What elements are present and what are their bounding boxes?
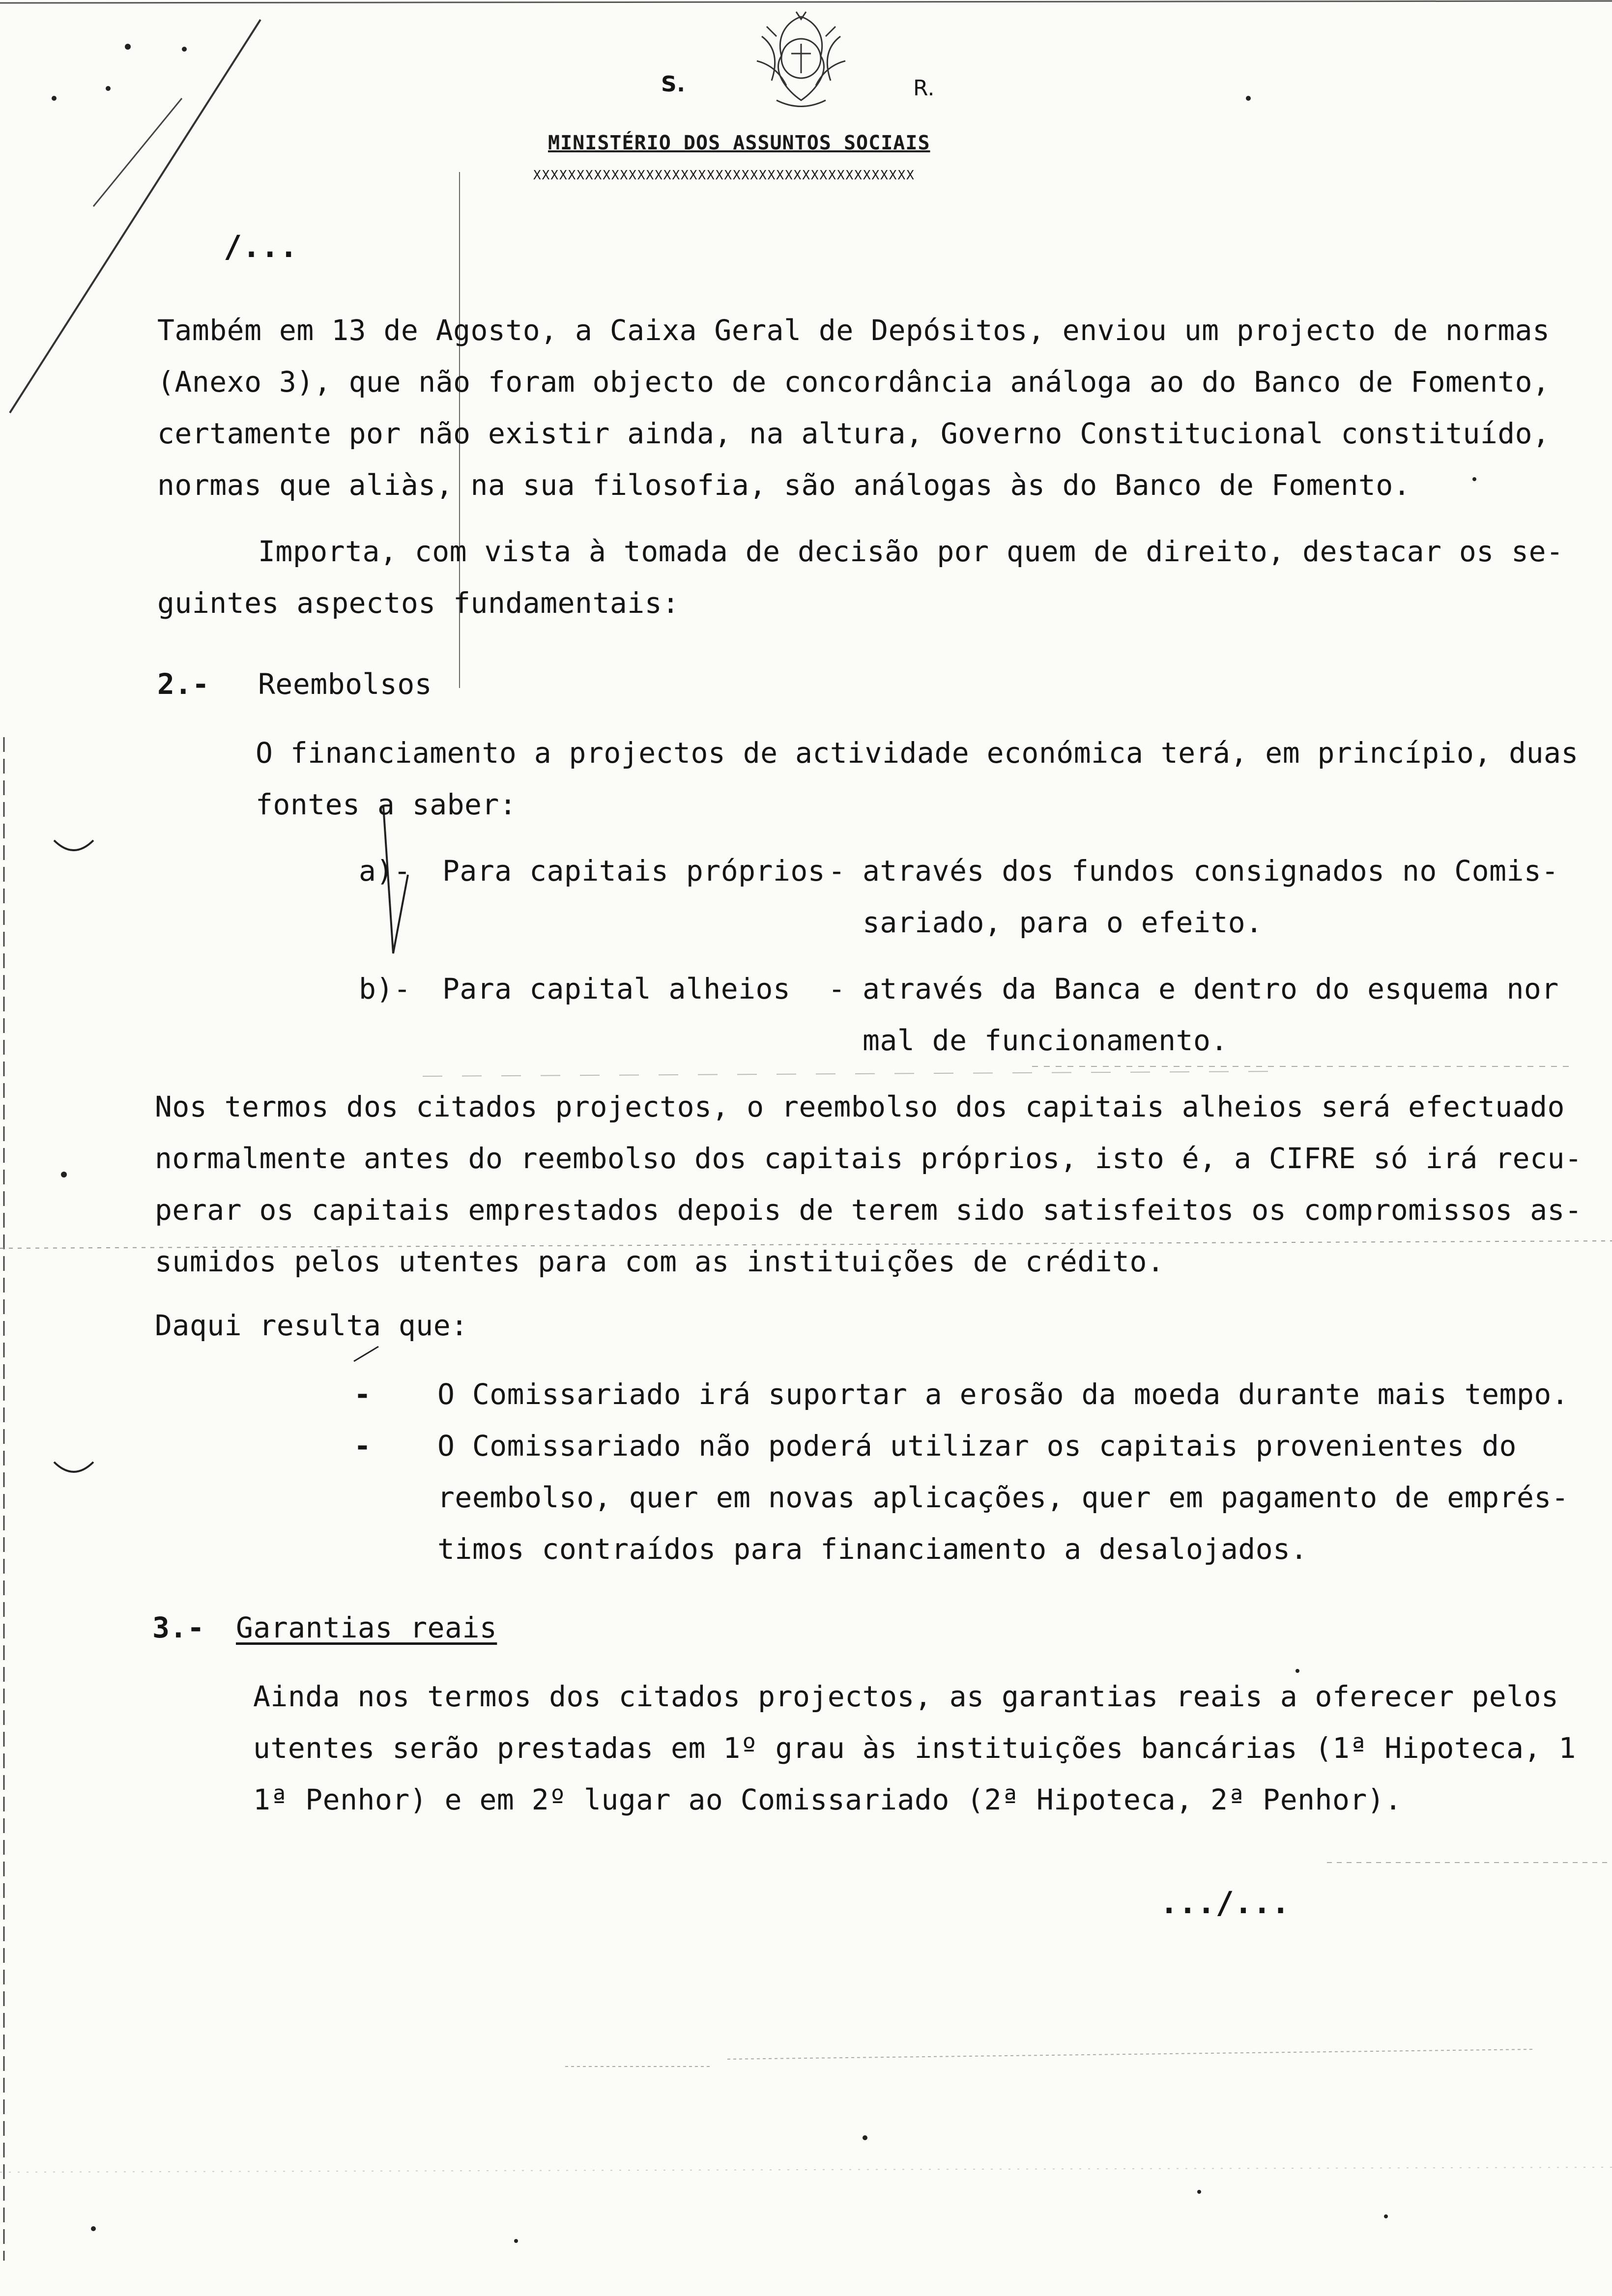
top-edge-line (0, 1, 1612, 3)
intro-paragraph-line: Também em 13 de Agosto, a Caixa Geral de Depósitos, enviou um projecto de normas (157, 314, 1550, 347)
item-b-dash: - (828, 972, 846, 1005)
header-letter-r: R. (913, 76, 935, 101)
pen-check-mark (354, 1347, 378, 1361)
bullet-mark: - (354, 1429, 372, 1463)
item-b-title: Para capital alheios (442, 972, 791, 1005)
section-2-body-line: sumidos pelos utentes para com as instituições de crédito. (155, 1245, 1165, 1278)
bullet-line: O Comissariado não poderá utilizar os capitais provenientes do (437, 1429, 1517, 1463)
section-2-title: Reembolsos (258, 667, 432, 701)
section-2-body-line: normalmente antes do reembolso dos capitais próprios, isto é, a CIFRE só irá recu- (155, 1142, 1583, 1175)
scan-line-5 (727, 2049, 1533, 2059)
item-a-line: sariado, para o efeito. (863, 906, 1263, 939)
result-intro: Daqui resulta que: (155, 1309, 468, 1342)
continuation-marker-top: /... (224, 229, 298, 264)
section-3-line: Ainda nos termos dos citados projectos, as garantias reais a oferecer pelos (253, 1680, 1559, 1713)
intro-paragraph-line: certamente por não existir ainda, na altura, Governo Constitucional constituído, (157, 417, 1550, 450)
importa-paragraph-line: Importa, com vista à tomada de decisão por quem de direito, destacar os se- (258, 535, 1564, 568)
section-3-number: 3.- (152, 1611, 205, 1644)
margin-arc-mark (54, 840, 93, 850)
item-a-dash: - (828, 854, 846, 888)
section-2-body-line: Nos termos dos citados projectos, o reembolso dos capitais alheios será efectuado (155, 1090, 1565, 1123)
item-a-label: a)- (359, 854, 411, 888)
item-a-line: através dos fundos consignados no Comis- (863, 854, 1559, 888)
importa-paragraph-line: guintes aspectos fundamentais: (157, 586, 680, 620)
item-b-line: mal de funcionamento. (863, 1024, 1228, 1057)
scan-line-7 (0, 2167, 1612, 2172)
item-b-label: b)- (359, 972, 411, 1005)
scan-line-3 (423, 1071, 1278, 1076)
margin-diagonal-stroke (10, 20, 260, 413)
bullet-line: reembolso, quer em novas aplicações, quer em pagamento de emprés- (437, 1481, 1569, 1514)
intro-paragraph-line: normas que aliàs, na sua filosofia, são análogas às do Banco de Fomento. (157, 468, 1411, 502)
section-3-line: utentes serão prestadas em 1º grau às instituições bancárias (1ª Hipoteca, 1 (253, 1731, 1576, 1765)
margin-arc-mark-2 (54, 1462, 93, 1472)
section-2-number: 2.- (157, 667, 210, 701)
bullet-line: timos contraídos para financiamento a desalojados. (437, 1532, 1308, 1566)
item-b-line: através da Banca e dentro do esquema nor (863, 972, 1559, 1005)
intro-paragraph-line: (Anexo 3), que não foram objecto de concordância análoga ao do Banco de Fomento, (157, 365, 1550, 399)
section-2-intro-line: fontes a saber: (256, 788, 517, 821)
header-letter-s: S. (661, 72, 686, 97)
bullet-mark: - (354, 1378, 372, 1411)
section-2-intro-line: O financiamento a projectos de actividade económica terá, em princípio, duas (256, 736, 1579, 770)
continuation-marker-bottom: .../... (1160, 1885, 1290, 1921)
coat-of-arms-emblem (727, 7, 875, 115)
item-a-title: Para capitais próprios (442, 854, 826, 888)
section-3-title: Garantias reais (236, 1611, 497, 1644)
bullet-line: O Comissariado irá suportar a erosão da moeda durante mais tempo. (437, 1378, 1569, 1411)
struck-through-line: XXXXXXXXXXXXXXXXXXXXXXXXXXXXXXXXXXXXXXXXXXXX (533, 168, 915, 183)
section-3-line: 1ª Penhor) e em 2º lugar ao Comissariado (2ª Hipoteca, 2ª Penhor). (253, 1783, 1402, 1816)
margin-diagonal-stroke-2 (93, 98, 182, 206)
ministry-heading: MINISTÉRIO DOS ASSUNTOS SOCIAIS (548, 132, 930, 154)
section-2-body-line: perar os capitais emprestados depois de terem sido satisfeitos os compromissos as- (155, 1193, 1583, 1227)
